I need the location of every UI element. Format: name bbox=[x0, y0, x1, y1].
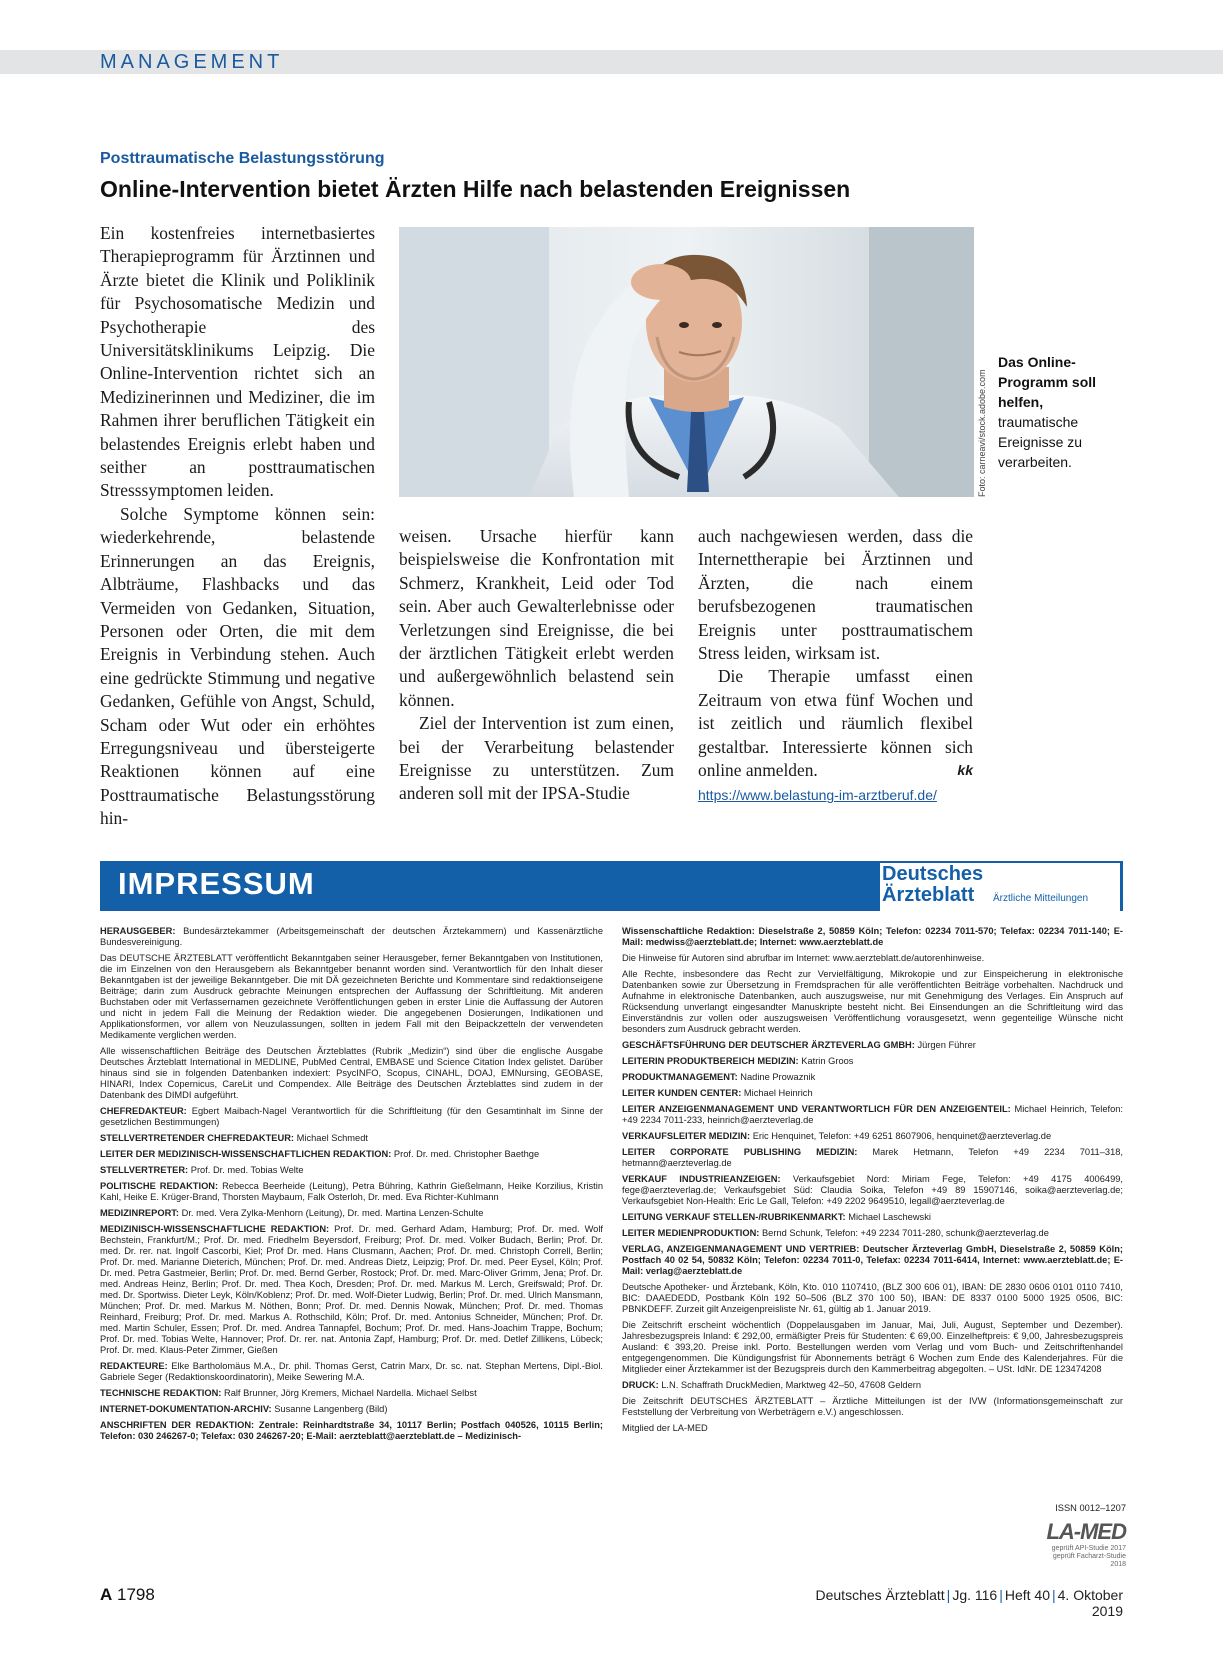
page-number-value: 1798 bbox=[117, 1585, 155, 1604]
impressum-entry bbox=[100, 1361, 603, 1383]
impressum-label: VERKAUFSLEITER MEDIZIN: bbox=[622, 1131, 751, 1141]
impressum-entry bbox=[100, 1165, 603, 1176]
article-kicker: Posttraumatische Belastungsstörung bbox=[100, 150, 385, 167]
registration-link[interactable]: https://www.belastung-im-arztberuf.de/ bbox=[698, 787, 937, 804]
impressum-entry bbox=[622, 1131, 1123, 1142]
impressum-entry bbox=[622, 1056, 1123, 1067]
caption-text: traumatische Ereignisse zu verarbeiten. bbox=[998, 414, 1083, 470]
impressum-text: Die Hinweise für Autoren sind abrufbar im Internet: www.aerzteblatt.de/autorenhinweise. bbox=[622, 953, 985, 963]
impressum-label: LEITER CORPORATE PUBLISHING MEDIZIN: bbox=[622, 1147, 858, 1157]
impressum-label: LEITER MEDIENPRODUKTION: bbox=[622, 1228, 760, 1238]
impressum-text: Das DEUTSCHE ÄRZTEBLATT veröffentlicht Bekanntgaben seiner Herausgeber, ferner Bekanntgaben von Institutionen, die im Einzelnen von den Herausgebern als Bekanntgeber benannt worden sind. Verantwortlich für den Inhalt dieser Bekanntgaben ist der jeweilige Bekanntgeber. Die mit DÄ gezeichneten Berichte und Kommentare sind redaktionseigene Beiträge; darin zum Ausdruck gebrachte Meinungen entsprechen der Auffassung der Schriftleitung. Mit anderen Buchstaben oder mit Verfassernamen gezeichnete Veröffentlichungen geben in erster Linie die Auffassung der Autoren und nicht in jedem Fall die Meinung der Redaktion wieder. Die angegebenen Dosierungen, Indikationen und Applikationsformen, vor allem von Neuzulassungen, sollten in jedem Fall mit den Beipackzetteln der verwendeten Medikamente verglichen werden. bbox=[100, 953, 603, 1040]
page-prefix: A bbox=[100, 1585, 113, 1604]
brand-subtitle: Ärztliche Mitteilungen bbox=[993, 893, 1089, 904]
impressum-entry bbox=[100, 953, 603, 1041]
impressum-text: Elke Bartholomäus M.A., Dr. phil. Thomas Gerst, Catrin Marx, Dr. sc. nat. Stephan Mertens, Dipl.-Biol. Gabriele Seger (Redaktionskoordinatorin), Meike Sewering M.A. bbox=[100, 1361, 603, 1382]
impressum-label: HERAUSGEBER: bbox=[100, 926, 176, 936]
impressum-text: Die Zeitschrift DEUTSCHES ÄRZTEBLATT – Ärztliche Mitteilungen ist der IVW (Informationsgemeinschaft zur Feststellung der Verbreitung von Werbeträgern e.V.) angeschlossen. bbox=[622, 1396, 1123, 1417]
impressum-label: LEITUNG VERKAUF STELLEN-/RUBRIKENMARKT: bbox=[622, 1212, 846, 1222]
impressum-text: Bundesärztekammer (Arbeitsgemeinschaft der deutschen Ärztekammern) und Kassenärztliche Bundesvereinigung. bbox=[100, 926, 603, 947]
impressum-entry bbox=[622, 953, 1123, 964]
impressum-entry bbox=[100, 1181, 603, 1203]
impressum-entry bbox=[622, 1088, 1123, 1099]
impressum-text: Katrin Groos bbox=[801, 1056, 854, 1066]
impressum-entry bbox=[100, 1149, 603, 1160]
impressum-label: STELLVERTRETENDER CHEFREDAKTEUR: bbox=[100, 1133, 295, 1143]
article-headline: Online-Intervention bietet Ärzten Hilfe nach belastenden Ereignissen bbox=[100, 176, 851, 202]
impressum-text: Deutsche Apotheker- und Ärztebank, Köln, Kto. 010 1107410, (BLZ 300 606 01), IBAN: DE 2830 0606 0101 0110 7410, BIC: DAAEDEDD, Postbank Köln 192 50–506 (BLZ 370 100 50), IBAN: DE 8337 0100 5000 1925 0506, BIC: PBNKDEFF. Zurzeit gilt Anzeigenpreisliste Nr. 61, gültig ab 1. Januar 2019. bbox=[622, 1282, 1123, 1314]
impressum-label: LEITER KUNDEN CENTER: bbox=[622, 1088, 742, 1098]
paragraph: auch nachgewiesen werden, dass die Internettherapie bei Ärztinnen und Ärzten, die nach einem berufsbezogenen traumatischen Ereignis unter posttraumatischem Stress leiden, wirksam ist. bbox=[698, 526, 973, 664]
photo-caption bbox=[998, 352, 1116, 472]
impressum-text: Ralf Brunner, Jörg Kremers, Michael Nardella. Michael Selbst bbox=[223, 1388, 477, 1398]
article-column-2 bbox=[399, 525, 674, 806]
impressum-text: Michael Schmedt bbox=[296, 1133, 368, 1143]
impressum-label: MEDIZINREPORT: bbox=[100, 1208, 180, 1218]
impressum-entry bbox=[100, 1046, 603, 1101]
impressum-left-column bbox=[100, 926, 603, 1447]
issue-date: 4. Oktober 2019 bbox=[1057, 1587, 1123, 1619]
photo-credit: Foto: carneavi/stock.adobe.com bbox=[977, 369, 987, 497]
impressum-label: ANSCHRIFTEN DER REDAKTION: Zentrale: Reinhardtstraße 34, 10117 Berlin; Postfach 040526, 10115 Berlin; Telefon: 030 246267-0; Telefax: 030 246267-20; E-Mail: aerzteblatt@aerzteblatt.de – Medizinisch- bbox=[100, 1420, 603, 1441]
impressum-label: TECHNISCHE REDAKTION: bbox=[100, 1388, 222, 1398]
impressum-entry bbox=[622, 1072, 1123, 1083]
impressum-text: L.N. Schaffrath DruckMedien, Marktweg 42–50, 47608 Geldern bbox=[661, 1380, 922, 1390]
paragraph: Ziel der Intervention ist zum einen, bei der Verarbeitung belastender Ereignisse zu unterstützen. Zum anderen soll mit der IPSA-Studie bbox=[399, 713, 674, 804]
impressum-entry bbox=[100, 1388, 603, 1399]
page-number bbox=[100, 1585, 155, 1605]
impressum-text: Nadine Prowaznik bbox=[740, 1072, 816, 1082]
impressum-label: STELLVERTRETER: bbox=[100, 1165, 189, 1175]
impressum-right-column bbox=[622, 926, 1123, 1439]
paragraph: weisen. Ursache hierfür kann beispielsweise die Konfrontation mit Schmerz, Krankheit, Leid oder Tod sein. Aber auch Gewalterlebnisse oder Verletzungen sind Ereignisse, die bei der ärztlichen Tätigkeit erlebt werden und außergewöhnlich belastend sein können. bbox=[399, 526, 674, 710]
impressum-label: DRUCK: bbox=[622, 1380, 659, 1390]
brand-logo-line2: Ärzteblatt bbox=[882, 884, 975, 906]
lamed-logo-text: LA-MED bbox=[1046, 1519, 1126, 1544]
impressum-entry bbox=[100, 1133, 603, 1144]
impressum-label: CHEFREDAKTEUR: bbox=[100, 1106, 187, 1116]
impressum-entry bbox=[622, 1244, 1123, 1277]
impressum-entry bbox=[622, 1104, 1123, 1126]
impressum-entry bbox=[100, 1420, 603, 1442]
paragraph-text: Die Therapie umfasst einen Zeitraum von etwa fünf Wochen und ist zeitlich und räumlich flexibel gestaltbar. Interessierte können sich online anmelden. bbox=[698, 666, 973, 781]
impressum-text: Michael Heinrich bbox=[743, 1088, 813, 1098]
volume: Jg. 116 bbox=[952, 1587, 998, 1603]
impressum-text: Die Zeitschrift erscheint wöchentlich (Doppelausgaben im Januar, Mai, Juli, August, September und Dezember). Jahresbezugspreis Inland: € 292,00, ermäßigter Preis für Studenten: € 69,00. Einzelheftpreis: € 9,00, Jahresbezugspreis Ausland: € 393,20. Preise inkl. Porto. Bestellungen werden vom Verlag und vom Buch- und Zeitschriftenhandel entgegengenommen. Die Kündigungsfrist für Abonnements beträgt 6 Wochen zum Ende des Kalenderjahres. Für die Mitglieder einer Ärztekammer ist der Bezugspreis durch den Kammerbeitrag abgegolten. – USt. IdNr. DE 123474208 bbox=[622, 1320, 1123, 1374]
impressum-entry bbox=[622, 1396, 1123, 1418]
impressum-label: VERLAG, ANZEIGENMANAGEMENT UND VERTRIEB: Deutscher Ärzteverlag GmbH, Dieselstraße 2, 50859 Köln; Postfach 40 02 54, 50832 Köln; Telefon: 02234 7011-0, Telefax: 02234 7011-6414, Internet: www.aerzteblatt.de; E-Mail: verlag@aerzteblatt.de bbox=[622, 1244, 1123, 1276]
impressum-label: LEITERIN PRODUKTBEREICH MEDIZIN: bbox=[622, 1056, 799, 1066]
issue: Heft 40 bbox=[1004, 1587, 1050, 1603]
impressum-entry bbox=[622, 1174, 1123, 1207]
lamed-cert-1: geprüft API-Studie 2017 bbox=[1051, 1545, 1126, 1552]
impressum-entry bbox=[622, 1423, 1123, 1434]
impressum-entry bbox=[622, 1212, 1123, 1223]
impressum-entry bbox=[622, 1282, 1123, 1315]
impressum-entry bbox=[622, 1320, 1123, 1375]
impressum-text: Michael Laschewski bbox=[848, 1212, 931, 1222]
impressum-text: Prof. Dr. med. Christopher Baethge bbox=[393, 1149, 540, 1159]
impressum-label: REDAKTEURE: bbox=[100, 1361, 168, 1371]
impressum-entry bbox=[100, 1106, 603, 1128]
issn: ISSN 0012–1207 bbox=[1055, 1503, 1126, 1513]
lamed-cert-2: geprüft Facharzt-Studie 2018 bbox=[1052, 1553, 1126, 1568]
impressum-entry bbox=[622, 1380, 1123, 1391]
impressum-label: POLITISCHE REDAKTION: bbox=[100, 1181, 219, 1191]
impressum-text: Marek Hetmann, Telefon +49 2234 7011–318, hetmann@aerzteverlag.de bbox=[622, 1147, 1123, 1168]
impressum-text: Jürgen Führer bbox=[917, 1040, 976, 1050]
impressum-label: PRODUKTMANAGEMENT: bbox=[622, 1072, 738, 1082]
impressum-title: IMPRESSUM bbox=[118, 866, 315, 901]
impressum-label: VERKAUF INDUSTRIEANZEIGEN: bbox=[622, 1174, 781, 1184]
impressum-text: Mitglied der LA-MED bbox=[622, 1423, 708, 1433]
impressum-text: Alle wissenschaftlichen Beiträge des Deutschen Ärzteblattes (Rubrik „Medizin“) sind über die englische Ausgabe Deutsches Ärzteblatt International in MEDLINE, PubMed Central, EMBASE und Science Citation Index gelistet. Darüber hinaus sind sie in folgenden Datenbanken indexiert: PsycINFO, Scopus, CINAHL, DOAJ, EMNursing, GEOBASE, HINARI, Index Copernicus, CareLit und Compendex. Alle Beiträge des Deutschen Ärzteblattes sind zudem in der Datenbank des DIMDI aufgeführt. bbox=[100, 1046, 603, 1100]
impressum-entry bbox=[100, 926, 603, 948]
footer-citation: Deutsches Ärzteblatt | Jg. 116 | Heft 40 | 4. Oktober 2019 bbox=[815, 1587, 1123, 1619]
impressum-label: LEITER ANZEIGENMANAGEMENT UND VERANTWORTLICH FÜR DEN ANZEIGENTEIL: bbox=[622, 1104, 1011, 1114]
article-photo bbox=[399, 227, 974, 497]
impressum-text: Susanne Langenberg (Bild) bbox=[274, 1404, 388, 1414]
lamed-logo bbox=[1036, 1503, 1126, 1569]
paragraph: Ein kostenfreies internetbasiertes Therapieprogramm für Ärztinnen und Ärzte bietet die Klinik und Poliklinik für Psychosomatische Medizin und Psychotherapie des Universitätsklinikums Leipzig. Die Online-Intervention richtet sich an Medizinerinnen und Mediziner, die im Rahmen ihrer beruflichen Tätigkeit ein belastendes Ereignis erlebt haben und seither an posttraumatischen Stresssymptomen leiden. bbox=[100, 223, 375, 501]
impressum-entry bbox=[100, 1404, 603, 1415]
impressum-entry bbox=[622, 1040, 1123, 1051]
doctor-photo-illustration bbox=[399, 227, 974, 497]
impressum-entry bbox=[622, 969, 1123, 1035]
paragraph: Solche Symptome können sein: wiederkehrende, belastende Erinnerungen an das Ereignis, Albträume, Flashbacks und das Vermeiden von Gedanken, Situation, Personen oder Orten, die mit dem Ereignis in Verbindung stehen. Auch eine gedrückte Stimmung und negative Gedanken, Gefühle von Angst, Schuld, Scham oder Wut oder ein erhöhtes Erregungsniveau und übersteigerte Reaktionen können auf eine Posttraumatische Belastungsstörung hin- bbox=[100, 503, 375, 829]
impressum-label: GESCHÄFTSFÜHRUNG DER DEUTSCHER ÄRZTEVERLAG GMBH: bbox=[622, 1040, 915, 1050]
caption-bold: Das Online-Programm soll helfen, bbox=[998, 354, 1097, 410]
impressum-entry bbox=[622, 1228, 1123, 1239]
impressum-text: Prof. Dr. med. Tobias Welte bbox=[190, 1165, 304, 1175]
author-signature: kk bbox=[957, 762, 973, 779]
impressum-entry bbox=[100, 1224, 603, 1356]
impressum-text: Prof. Dr. med. Gerhard Adam, Hamburg; Prof. Dr. med. Wolf Bechstein, Frankfurt/M.; Prof. Dr. med. Friedhelm Beyersdorf, Freiburg; Prof. Dr. med. Volker Budach, Berlin; Prof. Dr. med. Dr. rer. nat. Ingolf Cascorbi, Kiel; Prof Dr. med. Hans Clusmann, Aachen; Prof. Dr. med. Christoph Correll, Berlin; Prof. Dr. med. Marianne Dieterich, München; Prof. Dr. med. Andreas Dietz, Leipzig; Prof. Dr. med. Peer Eysel, Köln; Prof. Dr. med. Petra Gastmeier, Berlin; Prof. Dr. med. Bernd Gerber, Rostock; Prof. Dr. med. Marc-Oliver Grimm, Jena; Prof. Dr. med. Andreas Heinz, Berlin; Prof. Dr. med. Thea Koch, Dresden; Prof. Dr. med. Markus M. Lerch, Greifswald; Prof. Dr. med. Dr. Sportwiss. Dieter Leyk, Köln/Koblenz; Prof. Dr. med. Wolf-Dieter Ludwig, Berlin; Prof. Dr. med. Ulrich Mansmann, München; Prof. Dr. med. Markus M. Nöthen, Bonn; Prof. Dr. med. Dennis Nowak, München; Prof. Dr. med. Thomas Reinhard, Freiburg; Prof. Dr. med. Markus A. Rothschild, Köln; Prof. Dr. med. Antonius Schneider, München; Prof. Dr. med. Martin Schuler, Essen; Prof. Dr. med. Andrea Tannapfel, Bochum; Prof. Dr. med. Hans-Joachim Trappe, Bochum; Prof. Dr. med. Tobias Welte, Hannover; Prof. Dr. rer. nat. Antonia Zapf, Hamburg; Prof. Dr. med. Detlef Zillikens, Lübeck; Prof. Dr. med. Klaus-Peter Zimmer, Gießen bbox=[100, 1224, 603, 1355]
impressum-entry bbox=[622, 1147, 1123, 1169]
impressum-label: LEITER DER MEDIZINISCH-WISSENSCHAFTLICHEN REDAKTION: bbox=[100, 1149, 392, 1159]
impressum-text: Egbert Maibach-Nagel Verantwortlich für die Schriftleitung (für den Gesamtinhalt im Sinne der gesetzlichen Bestimmungen) bbox=[100, 1106, 603, 1127]
impressum-entry bbox=[100, 1208, 603, 1219]
article-column-3 bbox=[698, 525, 973, 808]
impressum-entry bbox=[622, 926, 1123, 948]
impressum-label: Wissenschaftliche Redaktion: Dieselstraße 2, 50859 Köln; Telefon: 02234 7011-570; Telefax: 02234 7011-140; E-Mail: medwiss@aerzteblatt.de; Internet: www.aerzteblatt.de bbox=[622, 926, 1123, 947]
article-column-1 bbox=[100, 222, 375, 831]
section-label: MANAGEMENT bbox=[100, 51, 284, 73]
brand-logo-line1: Deutsches bbox=[882, 863, 984, 885]
impressum-label: MEDIZINISCH-WISSENSCHAFTLICHE REDAKTION: bbox=[100, 1224, 330, 1234]
impressum-text: Eric Henquinet, Telefon: +49 6251 8607906, henquinet@aerzteverlag.de bbox=[752, 1131, 1052, 1141]
impressum-label: INTERNET-DOKUMENTATION-ARCHIV: bbox=[100, 1404, 272, 1414]
impressum-text: Dr. med. Vera Zylka-Menhorn (Leitung), Dr. med. Martina Lenzen-Schulte bbox=[181, 1208, 484, 1218]
impressum-text: Michael Heinrich, Telefon: +49 2234 7011-233, heinrich@aerzteverlag.de bbox=[622, 1104, 1124, 1125]
impressum-text: Alle Rechte, insbesondere das Recht zur Vervielfältigung, Mikrokopie und zur Einspeicherung in elektronische Datenbanken sowie zur Übersetzung in Fremdsprachen für alle veröffentlichten Beiträge vorbehalten. Nachdruck und Aufnahme in elektronische Datenbanken, auch auszugsweise, nur mit Genehmigung des Verlages. Ein Anspruch auf Rücksendung unverlangt eingesandter Manuskripte besteht nicht. Bei Einsendungen an die Schriftleitung wird das Einverständnis zur vollen oder auszugsweisen Veröffentlichung vorausgesetzt, wenn gegenteilige Wünsche nicht besonders zum Ausdruck gebracht werden. bbox=[622, 969, 1123, 1034]
paragraph bbox=[698, 665, 973, 782]
journal-name: Deutsches Ärzteblatt bbox=[815, 1587, 945, 1603]
impressum-text: Bernd Schunk, Telefon: +49 2234 7011-280, schunk@aerzteverlag.de bbox=[761, 1228, 1049, 1238]
impressum-text: Verkaufsgebiet Nord: Miriam Fege, Telefon: +49 4175 4006499, fege@aerzteverlag.de; Verkaufsgebiet Süd: Claudia Soika, Telefon +49 89 15907146, soika@aerzteverlag.de; Verkaufsgebiet Non-Health: Eric Le Gall, Telefon: +49 2202 9649510, legall@aerzteverlag.de bbox=[622, 1174, 1123, 1206]
impressum-text: Rebecca Beerheide (Leitung), Petra Bühring, Kathrin Gießelmann, Heike Korzilius, Kristin Kahl, Heike E. Krüger-Brand, Thorsten Maybaum, Falk Osterloh, Dr. med. Eva Richter-Kuhlmann bbox=[100, 1181, 603, 1202]
